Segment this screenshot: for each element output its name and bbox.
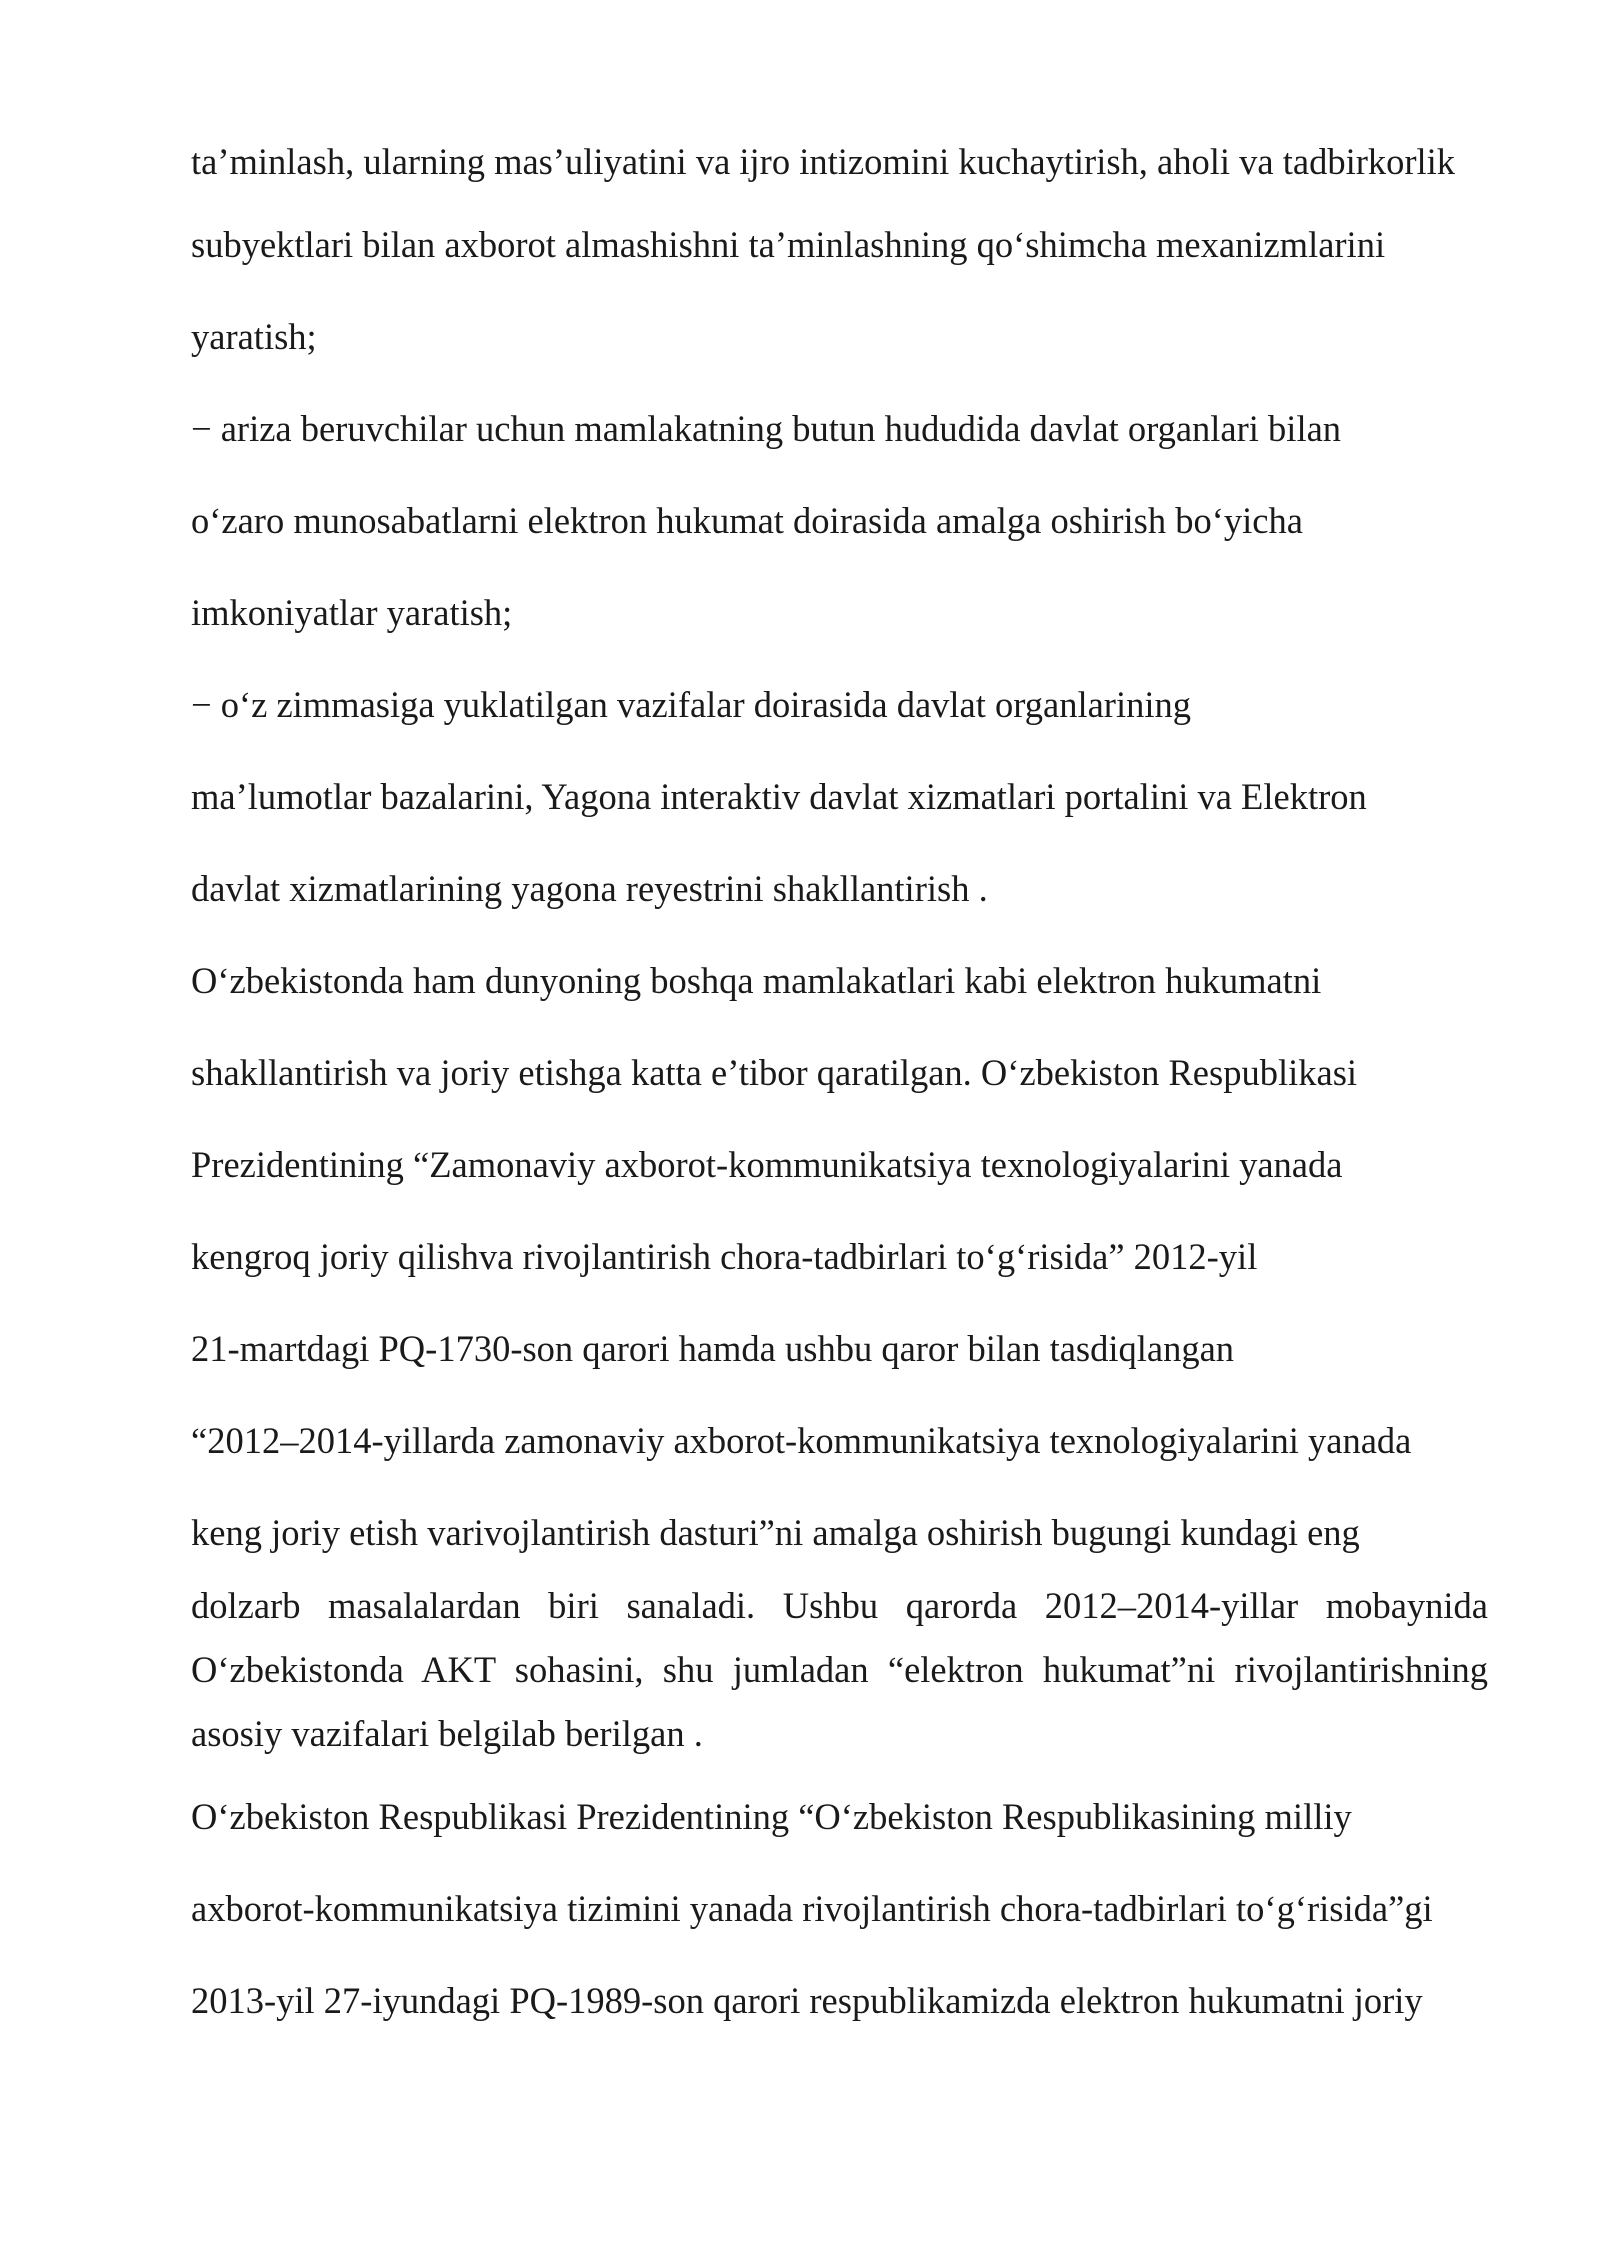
- text-line: keng joriy etish varivojlantirish dasturi”ni amalga oshirish bugungi kundagi eng: [191, 1512, 1360, 1553]
- text-line: “2012–2014-yillarda zamonaviy axborot-kommunikatsiya texnologiyalarini yanada: [191, 1420, 1412, 1461]
- paragraph-justified: dolzarb masalalardan biri sanaladi. Ushbu qarorda 2012–2014-yillar mobaynida O‘zbekistonda AKT sohasini, shu jumladan “elektron hukumat”ni rivojlantirishning asosiy vazifalari belgilab berilgan .: [191, 1585, 1488, 1754]
- text-line: shakllantirish va joriy etishga katta e’tibor qaratilgan. O‘zbekiston Respublikasi: [191, 1052, 1358, 1093]
- text-line: 2013-yil 27-iyundagi PQ-1989-son qarori respublikamizda elektron hukumatni joriy: [191, 1980, 1423, 2021]
- list-item-line: − o‘z zimmasiga yuklatilgan vazifalar doirasida davlat organlarining: [191, 684, 1191, 725]
- list-item-line: − ariza beruvchilar uchun mamlakatning butun hududida davlat organlari bilan: [191, 408, 1342, 449]
- text-line: imkoniyatlar yaratish;: [191, 592, 513, 633]
- text-line: subyektlari bilan axborot almashishni ta’minlashning qo‘shimcha mexanizmlarini: [191, 224, 1386, 265]
- document-body: [191, 130, 1488, 2070]
- text-line: Prezidentining “Zamonaviy axborot-kommunikatsiya texnologiyalarini yanada: [191, 1144, 1343, 1185]
- text-line: O‘zbekistonda ham dunyoning boshqa mamlakatlari kabi elektron hukumatni: [191, 960, 1322, 1001]
- text-line: O‘zbekiston Respublikasi Prezidentining “O‘zbekiston Respublikasining milliy: [191, 1796, 1352, 1837]
- text-line: axborot-kommunikatsiya tizimini yanada rivojlantirish chora-tadbirlari to‘g‘risida”gi: [191, 1888, 1433, 1929]
- text-line: davlat xizmatlarining yagona reyestrini shakllantirish .: [191, 868, 988, 909]
- text-line: kengroq joriy qilishva rivojlantirish chora-tadbirlari to‘g‘risida” 2012-yil: [191, 1236, 1258, 1277]
- paragraph-continuation: ta’minlash, ularning mas’uliyatini va ijro intizomini kuchaytirish, aholi va tadbirkorlik: [191, 141, 1456, 182]
- text-line: 21-martdagi PQ-1730-son qarori hamda ushbu qaror bilan tasdiqlangan: [191, 1328, 1235, 1369]
- text-line: yaratish;: [191, 316, 317, 357]
- text-line: o‘zaro munosabatlarni elektron hukumat doirasida amalga oshirish bo‘yicha: [191, 500, 1303, 541]
- text-line: ma’lumotlar bazalarini, Yagona interaktiv davlat xizmatlari portalini va Elektron: [191, 776, 1367, 817]
